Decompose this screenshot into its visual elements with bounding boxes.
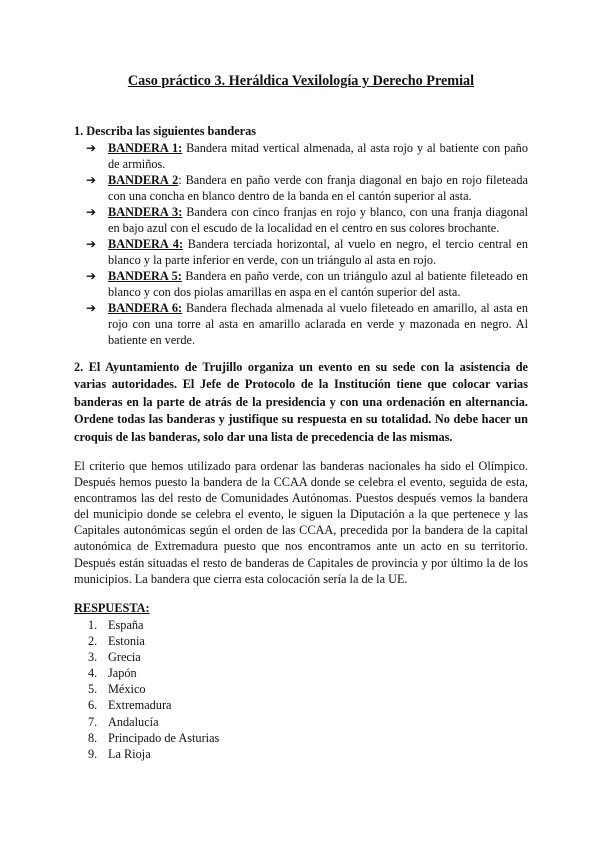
flag-item	[86, 300, 528, 348]
list-item-number: 1.	[88, 618, 98, 632]
page-title: Caso práctico 3. Heráldica Vexilología y Derecho Premial	[127, 73, 475, 89]
flag-description: Bandera terciada horizontal, al vuelo en negro, el tercio central en blanco y la parte inferior en verde, con un triángulo al asta en rojo.	[108, 237, 528, 267]
arrow-bullet-icon: ➔	[86, 173, 97, 187]
flag-description-list	[86, 140, 528, 348]
question-2-paragraph: 2. El Ayuntamiento de Trujillo organiza un evento en su sede con la asistencia de varias autoridades. El Jefe de Protocolo de la Institución tiene que colocar varias banderas en la parte de atrás de la presidencia y con una ordenación en alternancia. Ordene todas las banderas y justifique su respuesta en su totalidad. No debe hacer un croquis de las banderas, solo dar una lista de precedencia de las mismas.	[74, 360, 528, 444]
answer-paragraph: El criterio que hemos utilizado para ordenar las banderas nacionales ha sido el Olímpico. Después hemos puesto la bandera de la CCAA donde se celebra el evento, seguida de esta, encontramos las del resto de Comunidades Autónomas. Puestos después vemos la bandera del municipio donde se celebra el evento, le siguen la Diputación a la que pertenece y las Capitales autonómicas según el orden de las CCAA, precedida por la bandera de la capital autonómica de Extremadura puesto que nos encontramos ante un acto en su territorio. Después están situadas el resto de banderas de Capitales de provincia y por último la de los municipios. La bandera que cierra esta colocación sería la de la UE.	[74, 459, 528, 586]
flag-label: BANDERA 4:	[108, 237, 184, 251]
list-item	[74, 714, 219, 730]
respuesta-heading: RESPUESTA:	[74, 601, 150, 615]
arrow-bullet-icon: ➔	[86, 301, 97, 315]
list-item-label: Estonia	[108, 634, 145, 649]
precedence-list	[74, 617, 219, 762]
list-item	[74, 649, 219, 665]
list-item-label: Principado de Asturias	[108, 730, 220, 745]
question-1-heading: 1. Describa las siguientes banderas	[74, 124, 257, 138]
list-item-number: 2.	[88, 634, 98, 649]
flag-label: BANDERA 6:	[108, 301, 183, 315]
list-item-number: 3.	[88, 650, 98, 665]
list-item-number: 8.	[88, 730, 98, 745]
arrow-bullet-icon: ➔	[86, 141, 97, 155]
list-item-number: 5.	[88, 682, 98, 697]
flag-item	[86, 140, 528, 172]
arrow-bullet-icon: ➔	[86, 205, 97, 219]
list-item-label: La Rioja	[108, 746, 151, 761]
list-item	[74, 730, 219, 746]
flag-description: : Bandera en paño verde con franja diagonal en bajo en rojo fileteada con una concha en blanco dentro de la banda en el cantón superior al asta.	[108, 173, 528, 203]
flag-label: BANDERA 1:	[108, 141, 183, 155]
list-item	[74, 681, 219, 697]
list-item	[74, 697, 219, 713]
list-item-number: 6.	[88, 698, 98, 713]
arrow-bullet-icon: ➔	[86, 269, 97, 283]
list-item	[74, 746, 219, 762]
list-item-label: México	[108, 682, 146, 697]
list-item-label: Grecia	[108, 650, 141, 665]
list-item	[74, 633, 219, 649]
list-item-label: España	[108, 618, 144, 632]
list-item-number: 4.	[88, 666, 98, 681]
list-item	[74, 617, 219, 633]
flag-description: Bandera mitad vertical almenada, al asta rojo y al batiente con paño de armiños.	[108, 141, 528, 171]
flag-description: Bandera con cinco franjas en rojo y blanco, con una franja diagonal en bajo azul con el escudo de la localidad en el centro en sus colores brochante.	[108, 205, 529, 235]
flag-label: BANDERA 2	[108, 173, 179, 187]
flag-label: BANDERA 5:	[108, 269, 182, 283]
flag-description: Bandera flechada almenada al vuelo fileteado en amarillo, al asta en rojo con una torre al asta en amarillo aclarada en verde y mazonada en negro. Al batiente en verde.	[108, 301, 529, 347]
flag-item	[86, 236, 528, 268]
flag-item	[86, 268, 528, 300]
flag-item	[86, 172, 528, 204]
list-item-number: 7.	[88, 714, 98, 729]
list-item-label: Japón	[108, 666, 137, 681]
faint-subtitle-mark: · · ·	[295, 92, 333, 97]
flag-description: Bandera en paño verde, con un triángulo azul al batiente fileteado en blanco y con dos piolas amarillas en aspa en el cantón superior del asta.	[108, 269, 528, 299]
flag-item	[86, 204, 528, 236]
list-item	[74, 665, 219, 681]
list-item-label: Andalucía	[108, 714, 159, 729]
arrow-bullet-icon: ➔	[86, 237, 97, 251]
flag-label: BANDERA 3:	[108, 205, 183, 219]
list-item-label: Extremadura	[108, 698, 172, 713]
list-item-number: 9.	[88, 746, 98, 761]
